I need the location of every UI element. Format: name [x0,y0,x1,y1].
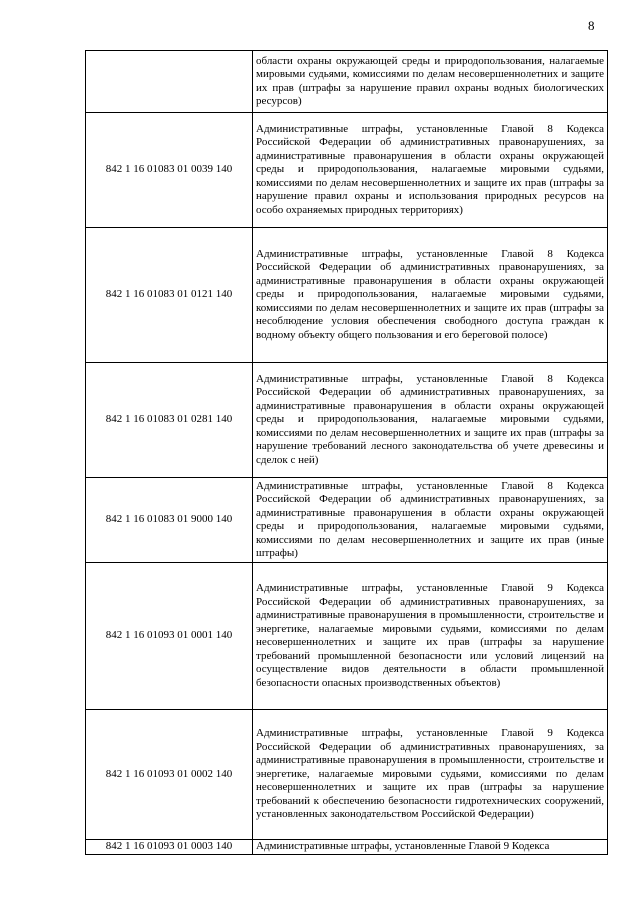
kbk-code-cell: 842 1 16 01083 01 0281 140 [86,363,253,478]
table-row [86,478,608,563]
description-cell: Административные штрафы, установленные Главой 8 Кодекса Российской Федерации об административных правонарушениях, за административные правонарушения в области охраны окружающей среды и природопользования, налагаемые мировыми судьями, комиссиями по делам несовершеннолетних и защите их прав (иные штрафы) [253,478,608,563]
page-number: 8 [588,18,595,33]
kbk-code-cell: 842 1 16 01083 01 9000 140 [86,478,253,563]
description-cell: Административные штрафы, установленные Главой 8 Кодекса Российской Федерации об административных правонарушениях, за административные правонарушения в области охраны окружающей среды и природопользования, налагаемые мировыми судьями, комиссиями по делам несовершеннолетних и защите их прав (штрафы за нарушение правил охраны и использования природных ресурсов на особо охраняемых природных территориях) [253,113,608,228]
table-row [86,710,608,840]
description-cell: Административные штрафы, установленные Главой 9 Кодекса Российской Федерации об административных правонарушениях, за административные правонарушения в промышленности, строительстве и энергетике, налагаемые мировыми судьями, комиссиями по делам несовершеннолетних и защите их прав (штрафы за нарушение требований промышленной безопасности или условий лицензий на осуществление видов деятельности в области промышленной безопасности опасных производственных объектов) [253,563,608,710]
description-cell: Административные штрафы, установленные Главой 8 Кодекса Российской Федерации об административных правонарушениях, за административные правонарушения в области охраны окружающей среды и природопользования, налагаемые мировыми судьями, комиссиями по делам несовершеннолетних и защите их прав (штрафы за несоблюдение условия обеспечения свободного доступа граждан к водному объекту общего пользования и его береговой полосе) [253,228,608,363]
kbk-code-cell: 842 1 16 01083 01 0121 140 [86,228,253,363]
kbk-code-cell: 842 1 16 01093 01 0001 140 [86,563,253,710]
kbk-code-cell [86,51,253,113]
table-row [86,228,608,363]
kbk-code-cell: 842 1 16 01093 01 0003 140 [86,840,253,855]
table-row [86,363,608,478]
table-row [86,840,608,855]
table-row [86,113,608,228]
fines-table [85,50,608,855]
description-cell: Административные штрафы, установленные Главой 8 Кодекса Российской Федерации об административных правонарушениях, за административные правонарушения в области охраны окружающей среды и природопользования, налагаемые мировыми судьями, комиссиями по делам несовершеннолетних и защите их прав (штрафы за нарушение требований лесного законодательства об учете древесины и сделок с ней) [253,363,608,478]
description-cell: области охраны окружающей среды и природопользования, налагаемые мировыми судьями, комиссиями по делам несовершеннолетних и защите их прав (штрафы за нарушение правил охраны водных биологических ресурсов) [253,51,608,113]
kbk-code-cell: 842 1 16 01083 01 0039 140 [86,113,253,228]
description-cell: Административные штрафы, установленные Главой 9 Кодекса [253,840,608,855]
description-cell: Административные штрафы, установленные Главой 9 Кодекса Российской Федерации об административных правонарушениях, за административные правонарушения в промышленности, строительстве и энергетике, налагаемые мировыми судьями, комиссиями по делам несовершеннолетних и защите их прав (штрафы за нарушение требований к обеспечению безопасности гидротехнических сооружений, установленных законодательством Российской Федерации) [253,710,608,840]
table-row [86,51,608,113]
kbk-code-cell: 842 1 16 01093 01 0002 140 [86,710,253,840]
table-row [86,563,608,710]
